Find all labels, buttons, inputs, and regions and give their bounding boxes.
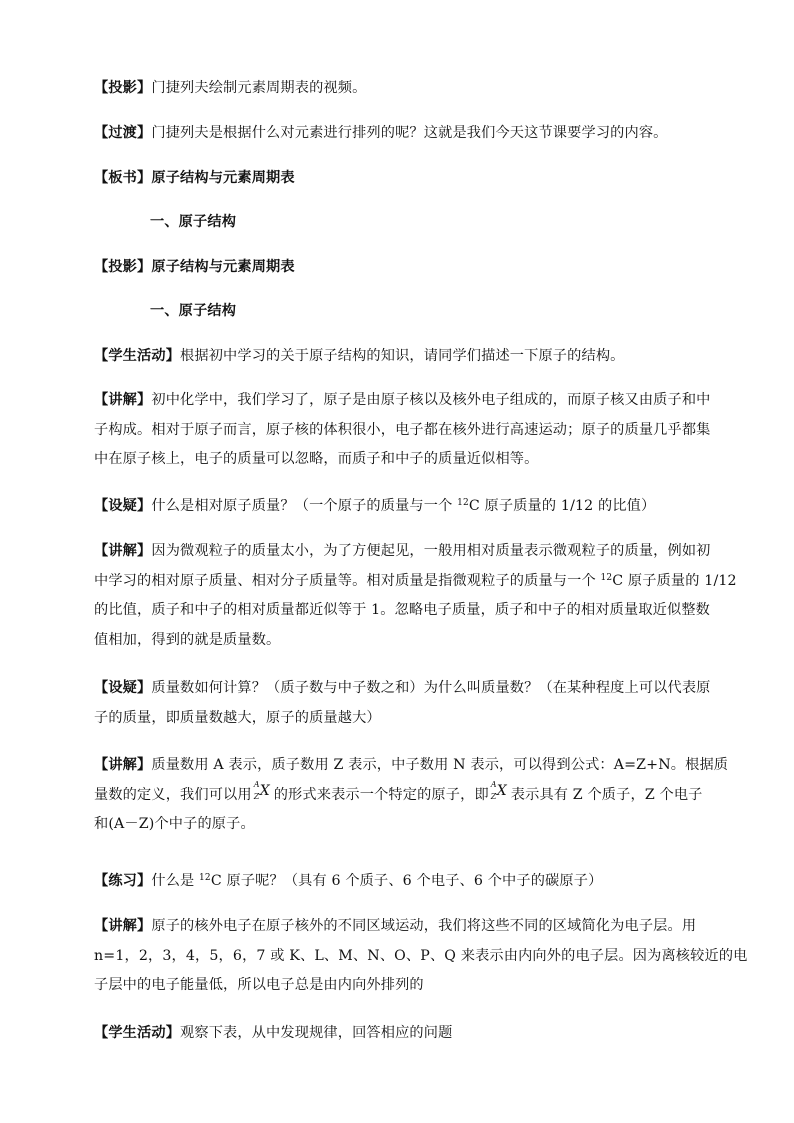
paragraph-student-activity-1 — [94, 342, 704, 372]
line-text: 的形式来表示一个特定的原子，即 — [273, 786, 489, 803]
text-line: n=1，2，3，4，5，6，7 或 K、L、M、N、O、P、Q 来表示由内向外的电子层。因为离核较近的电 — [94, 947, 748, 964]
tag-label: 【学生活动】 — [94, 348, 181, 364]
line-text: 表示具有 Z 个质子，Z 个电子 — [510, 786, 703, 803]
mass-number: A — [490, 779, 497, 789]
text-line: 中在原子核上，电子的质量可以忽略，而质子和中子的质量近似相等。 — [94, 451, 539, 467]
section-heading-2 — [150, 297, 760, 327]
isotope-superscript: 12 — [600, 572, 613, 583]
text-line — [94, 751, 729, 781]
text-line — [94, 674, 711, 704]
line-text: 量数的定义，我们可以用 — [94, 786, 252, 803]
paragraph-text: 原子结构与元素周期表 — [151, 170, 295, 186]
text-line — [94, 912, 704, 942]
line-text: 质量数用 A 表示，质子数用 Z 表示，中子数用 N 表示，可以得到公式：A=Z+N。根据质 — [151, 757, 729, 773]
line-text: 初中化学中，我们学习了，原子是由原子核以及核外电子组成的，而原子核又由质子和中 — [151, 392, 711, 408]
paragraph-lecture-3 — [94, 751, 729, 840]
paragraph-exercise — [94, 867, 704, 897]
mass-number: A — [253, 779, 260, 789]
tag-label: 【学生活动】 — [94, 1025, 181, 1041]
text-line: 子的质量，即质量数越大，原子的质量越大） — [94, 709, 381, 726]
line-text: 中学习的相对原子质量、相对分子质量等。相对质量是指微观粒子的质量与一个 — [94, 572, 601, 589]
paragraph-text: 什么是 — [151, 873, 200, 889]
nuclide-notation — [489, 779, 511, 801]
tag-label: 【设疑】 — [94, 498, 152, 514]
tag-label: 【设疑】 — [94, 680, 152, 696]
isotope-superscript: 12 — [457, 498, 469, 508]
paragraph-board-title — [94, 164, 704, 194]
text-line — [94, 386, 711, 416]
paragraph-lecture-1 — [94, 386, 711, 475]
text-line — [94, 781, 704, 811]
paragraph-question-2 — [94, 674, 711, 733]
text-line — [94, 537, 711, 567]
tag-label: 【投影】 — [94, 259, 152, 275]
tag-label: 【板书】 — [94, 170, 152, 186]
paragraph-text: 观察下表，从中发现规律，回答相应的问题 — [180, 1025, 453, 1041]
element-symbol: X — [496, 782, 507, 799]
atomic-number: Z — [490, 791, 497, 801]
section-heading-text: 一、原子结构 — [150, 303, 237, 319]
element-symbol: X — [259, 782, 270, 799]
paragraph-projection-2 — [94, 253, 704, 283]
tag-label: 【讲解】 — [94, 918, 152, 934]
line-text: C 原子质量的 1/12 — [612, 572, 737, 589]
paragraph-text: 根据初中学习的关于原子结构的知识，请同学们描述一下原子的结构。 — [180, 348, 625, 364]
paragraph-transition — [94, 119, 704, 149]
line-text: 质量数如何计算？（质子数与中子数之和）为什么叫质量数？（在某种程度上可以代表原 — [151, 680, 711, 696]
text-line: 子层中的电子能量低，所以电子总是由内向外排列的 — [94, 977, 424, 993]
tag-label: 【讲解】 — [94, 757, 152, 773]
tag-label: 【投影】 — [94, 80, 152, 96]
isotope-superscript: 12 — [199, 873, 211, 883]
tag-label: 【过渡】 — [94, 125, 152, 141]
section-heading-text: 一、原子结构 — [150, 214, 237, 230]
text-line: 子构成。相对于原子而言，原子核的体积很小，电子都在核外进行高速运动；原子的质量几乎都集 — [94, 421, 711, 438]
atomic-number: Z — [253, 791, 260, 801]
paragraph-text: 什么是相对原子质量？（一个原子的质量与一个 — [151, 498, 458, 514]
paragraph-projection-1 — [94, 74, 704, 104]
line-text: 原子的核外电子在原子核外的不同区域运动，我们将这些不同的区域简化为电子层。用 — [151, 918, 697, 934]
paragraph-lecture-4 — [94, 912, 748, 1001]
text-line — [94, 567, 737, 597]
text-line: 和(A－Z)个中子的原子。 — [94, 816, 255, 832]
section-heading-1 — [150, 208, 760, 238]
text-line: 的比值，质子和中子的相对质量都近似等于 1。忽略电子质量，质子和中子的相对质量取近似整数 — [94, 602, 711, 618]
paragraph-text: 原子结构与元素周期表 — [151, 259, 295, 275]
nuclide-notation — [252, 779, 274, 801]
tag-label: 【讲解】 — [94, 543, 152, 559]
paragraph-text: 门捷列夫是根据什么对元素进行排列的呢？这就是我们今天这节课要学习的内容。 — [151, 125, 668, 141]
paragraph-student-activity-2 — [94, 1019, 704, 1049]
paragraph-question-1 — [94, 492, 704, 522]
paragraph-text: 门捷列夫绘制元素周期表的视频。 — [151, 80, 367, 96]
tag-label: 【练习】 — [94, 873, 152, 889]
paragraph-text: C 原子呢？（具有 6 个质子、6 个电子、6 个中子的碳原子） — [210, 873, 603, 889]
paragraph-text: C 原子质量的 1/12 的比值） — [468, 498, 656, 514]
tag-label: 【讲解】 — [94, 392, 152, 408]
line-text: 因为微观粒子的质量太小，为了方便起见，一般用相对质量表示微观粒子的质量，例如初 — [151, 543, 711, 559]
text-line: 值相加，得到的就是质量数。 — [94, 631, 281, 648]
paragraph-lecture-2 — [94, 537, 737, 655]
